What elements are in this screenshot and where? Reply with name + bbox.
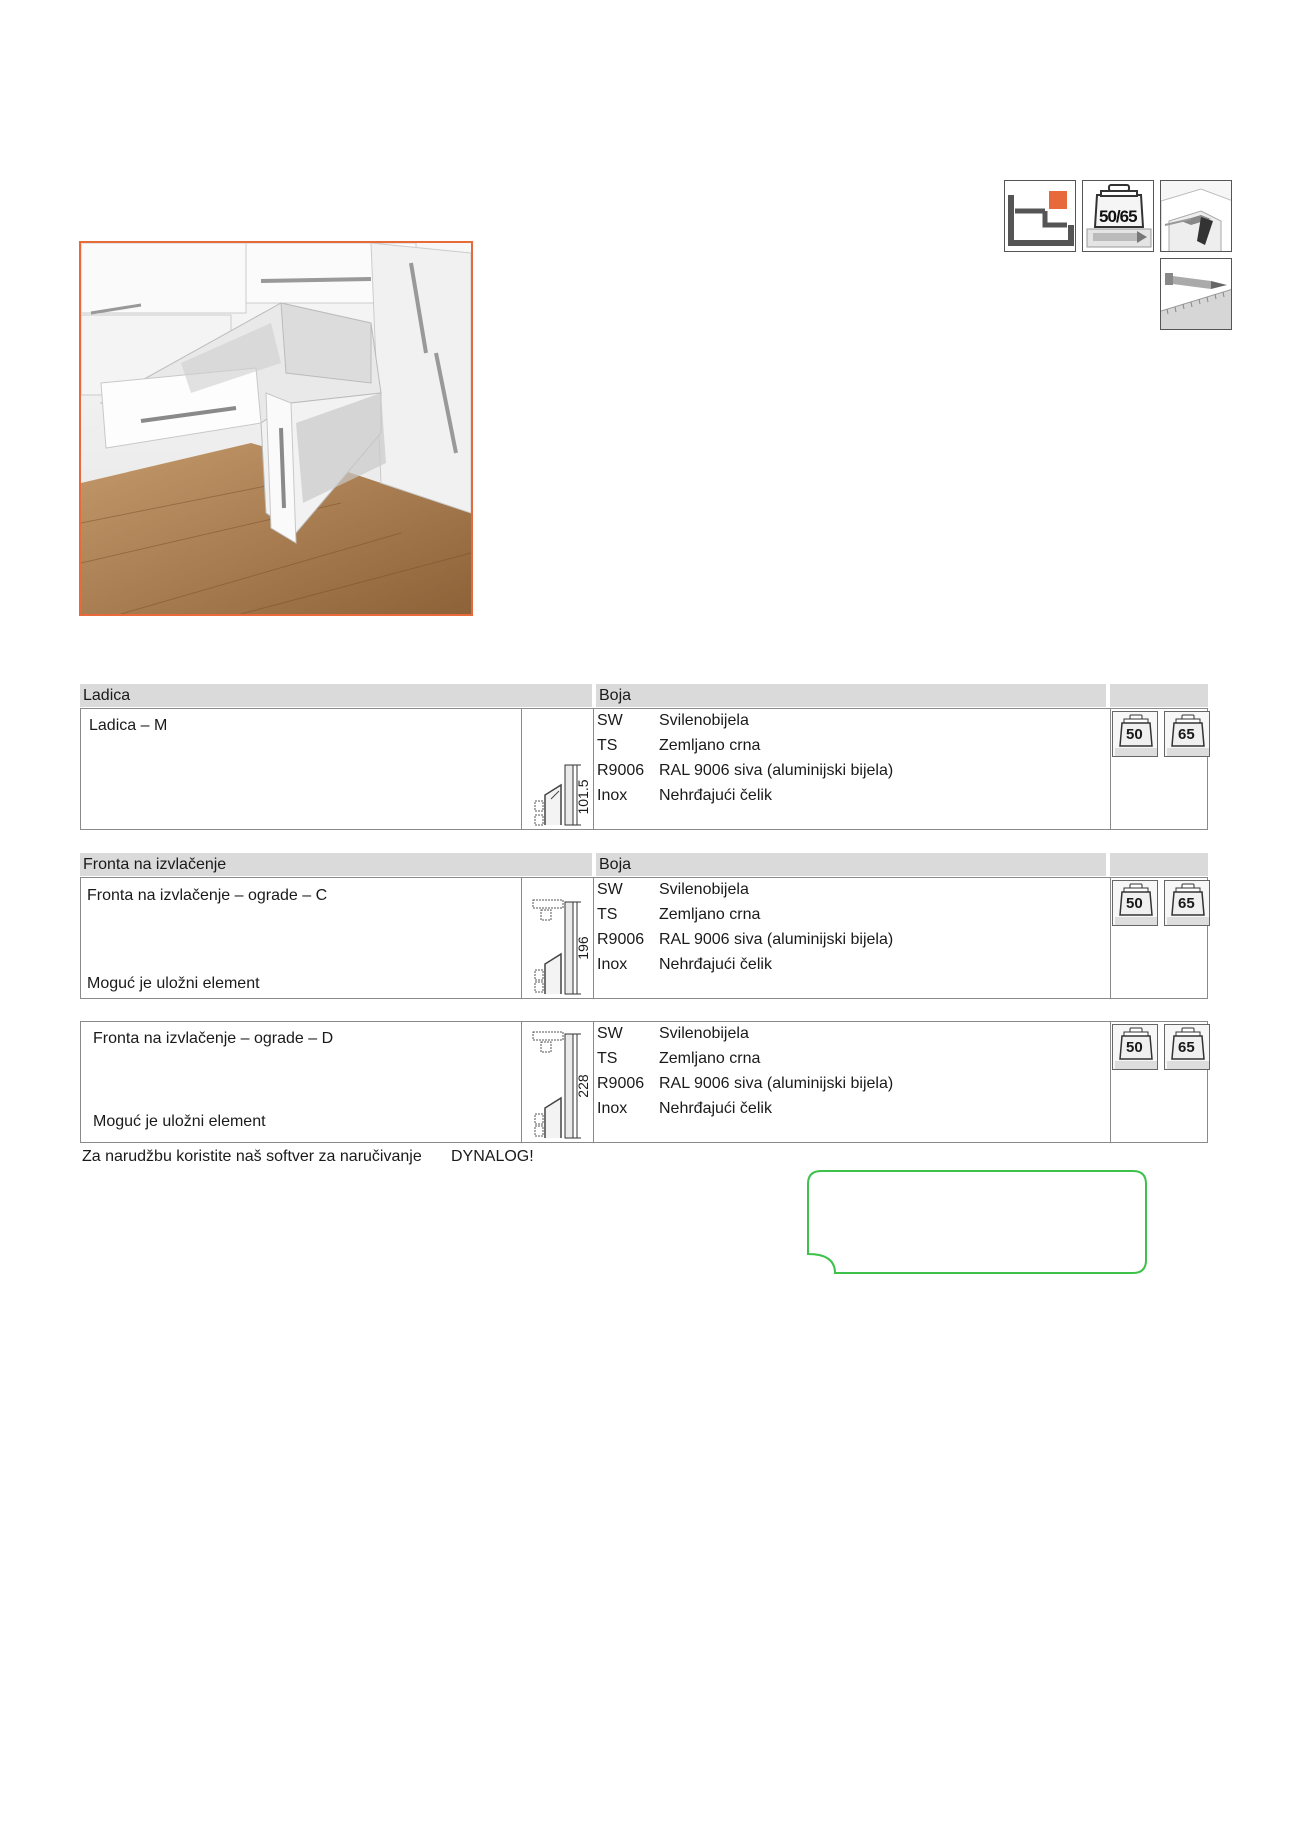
section1-header-left: Ladica	[80, 684, 592, 707]
drawer-profile-icon	[1004, 180, 1076, 252]
weight-50-65-icon	[1082, 180, 1154, 252]
section2-colors	[597, 877, 893, 977]
color-row	[597, 1046, 893, 1071]
section2-header-right	[1110, 853, 1208, 876]
weight-50-label: 50	[1126, 1039, 1143, 1056]
section2-dimension: 196	[575, 936, 591, 960]
section3-product-name: Fronta na izvlačenje – ograde – D	[93, 1030, 334, 1047]
section1-table	[80, 708, 1208, 830]
color-label: RAL 9006 siva (aluminijski bijela)	[659, 931, 894, 948]
order-instruction: Za narudžbu koristite naš softver za naručivanje	[82, 1148, 422, 1165]
section3-table	[80, 1021, 1208, 1143]
weight-50-badge	[1112, 1024, 1158, 1070]
section2-table	[80, 877, 1208, 999]
color-row	[597, 733, 893, 758]
section2-note: Moguć je uložni element	[87, 975, 260, 992]
section2-product-name: Fronta na izvlačenje – ograde – C	[87, 887, 328, 904]
weight-65-badge	[1164, 880, 1210, 926]
color-code: SW	[597, 881, 623, 898]
section2-profile-drawing	[531, 898, 591, 1003]
color-code: Inox	[597, 787, 628, 804]
section3-profile-drawing	[531, 1030, 591, 1147]
color-row	[597, 708, 893, 733]
note-box	[807, 1170, 1147, 1274]
color-code: SW	[597, 712, 623, 729]
color-code: R9006	[597, 762, 645, 779]
color-row	[597, 927, 893, 952]
weight-65-badge	[1164, 711, 1210, 757]
color-row	[597, 1021, 893, 1046]
software-name: DYNALOG!	[451, 1148, 534, 1165]
weight-label: 50/65	[1099, 207, 1137, 226]
color-label: Svilenobijela	[659, 881, 749, 898]
color-label: Svilenobijela	[659, 1025, 749, 1042]
color-code: Inox	[597, 1100, 628, 1117]
color-label: Svilenobijela	[659, 712, 749, 729]
color-code: TS	[597, 1050, 618, 1067]
section1-dimension: 101.5	[575, 779, 591, 815]
color-label: Zemljano crna	[659, 737, 761, 754]
weight-65-label: 65	[1178, 1039, 1195, 1056]
color-label: Zemljano crna	[659, 906, 761, 923]
color-row	[597, 877, 893, 902]
color-label: Nehrđajući čelik	[659, 956, 772, 973]
color-label: Nehrđajući čelik	[659, 787, 772, 804]
section2-header-left: Fronta na izvlačenje	[80, 853, 592, 876]
section3-colors	[597, 1021, 893, 1121]
color-label: RAL 9006 siva (aluminijski bijela)	[659, 762, 894, 779]
color-row	[597, 902, 893, 927]
color-code: R9006	[597, 1075, 645, 1092]
measure-pencil-icon	[1160, 258, 1232, 330]
color-code: SW	[597, 1025, 623, 1042]
color-label: Nehrđajući čelik	[659, 1100, 772, 1117]
weight-50-label: 50	[1126, 895, 1143, 912]
weight-50-badge	[1112, 711, 1158, 757]
section1-product-name: Ladica – M	[89, 717, 168, 734]
section2-header-middle: Boja	[596, 853, 1106, 876]
section1-header-middle: Boja	[596, 684, 1106, 707]
color-label: RAL 9006 siva (aluminijski bijela)	[659, 1075, 894, 1092]
section1-colors	[597, 708, 893, 808]
corner-drawer-photo	[79, 241, 473, 616]
section1-header-right	[1110, 684, 1208, 707]
section3-dimension: 228	[575, 1074, 591, 1098]
color-label: Zemljano crna	[659, 1050, 761, 1067]
color-row	[597, 758, 893, 783]
color-row	[597, 952, 893, 977]
weight-65-label: 65	[1178, 726, 1195, 743]
weight-65-label: 65	[1178, 895, 1195, 912]
color-code: Inox	[597, 956, 628, 973]
corner-drawer-icon	[1160, 180, 1232, 252]
color-row	[597, 1071, 893, 1096]
weight-65-badge	[1164, 1024, 1210, 1070]
color-code: TS	[597, 737, 618, 754]
color-code: TS	[597, 906, 618, 923]
weight-50-badge	[1112, 880, 1158, 926]
color-row	[597, 783, 893, 808]
color-code: R9006	[597, 931, 645, 948]
color-row	[597, 1096, 893, 1121]
section3-note: Moguć je uložni element	[93, 1113, 266, 1130]
section1-profile-drawing	[531, 761, 591, 834]
weight-50-label: 50	[1126, 726, 1143, 743]
